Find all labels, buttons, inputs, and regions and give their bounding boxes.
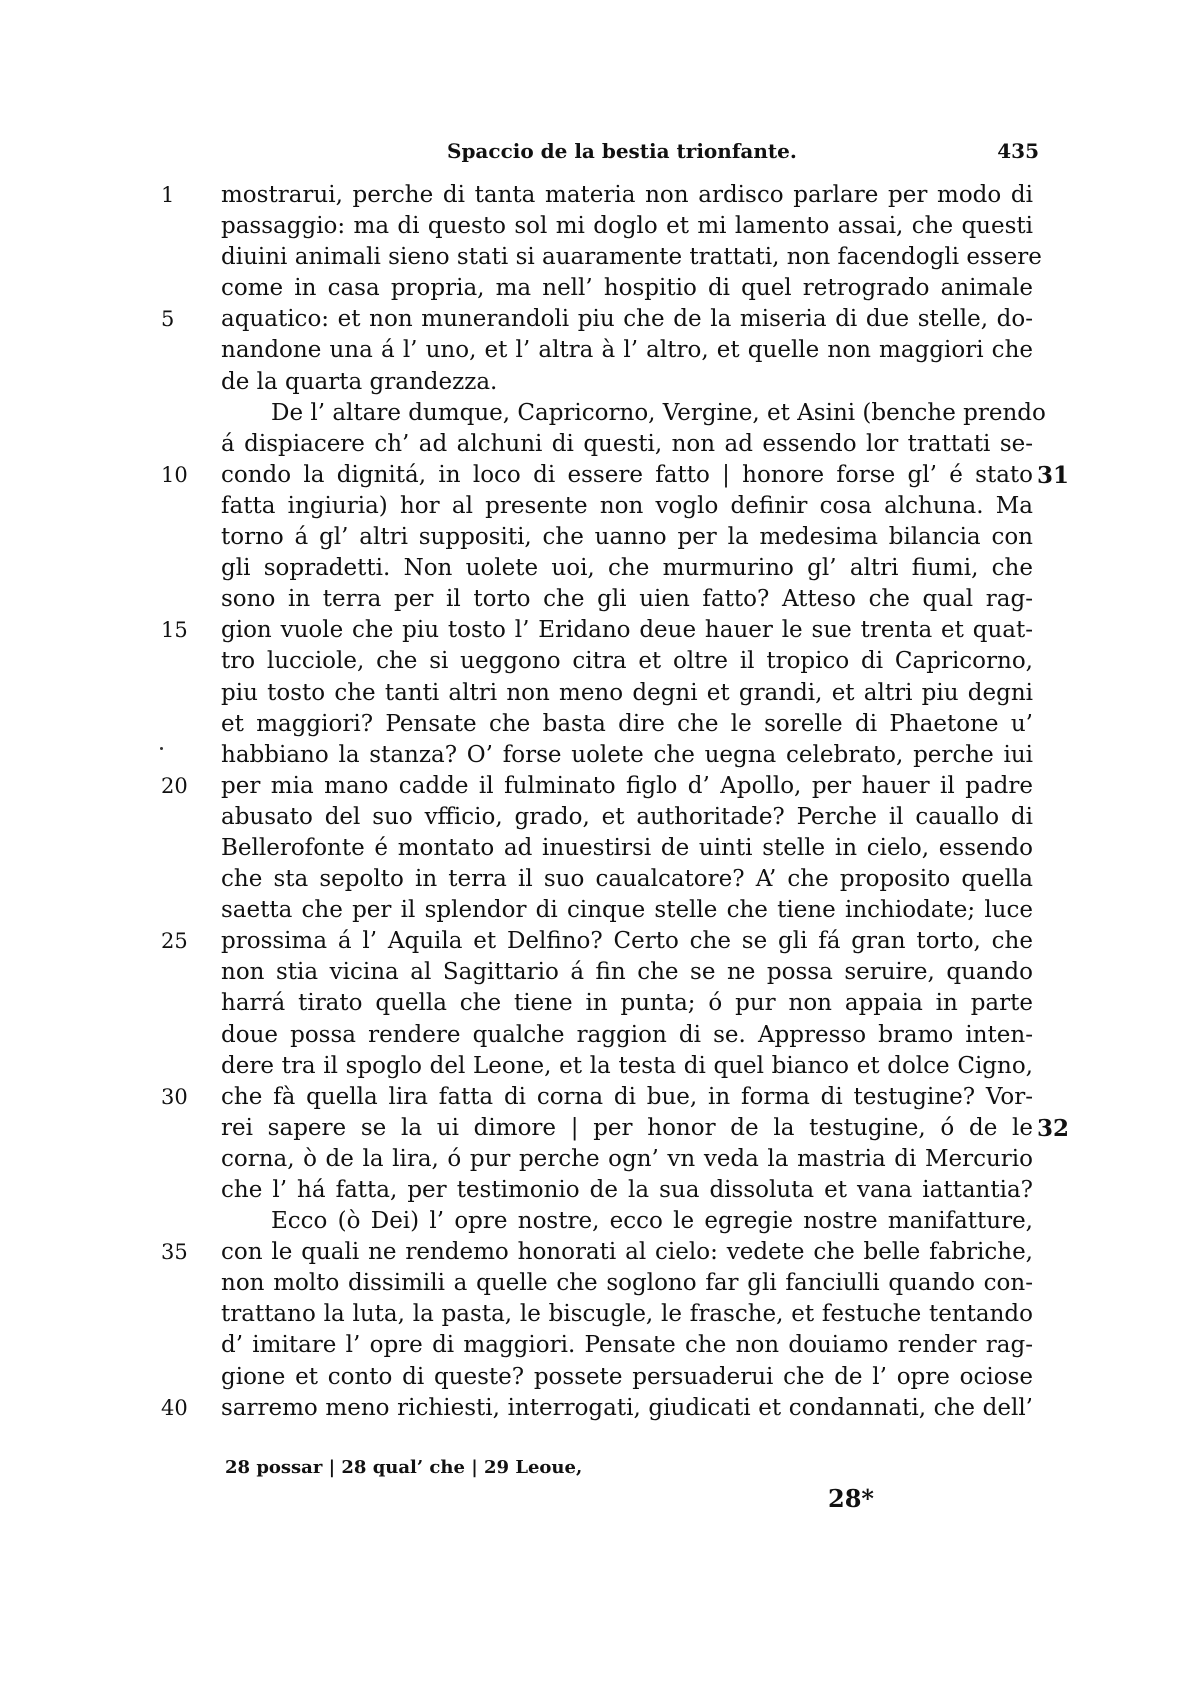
line-text: sono in terra per il torto che gli uien fatto? Atteso che qual rag- [221,586,1033,613]
line-text: tro lucciole, che si ueggono citra et oltre il tropico di Capricorno, [221,648,1033,675]
text-line [221,709,1033,740]
line-number: 15 [161,618,188,643]
line-text: De l’ altare dumque, Capricorno, Vergine, et Asini (benche prendo [271,399,1046,426]
text-line [221,211,1033,242]
line-text: abusato del suo vfficio, grado, et authoritade? Perche il cauallo di [221,803,1033,830]
text-line [221,1330,1033,1361]
margin-mark [160,747,163,750]
main-text [161,180,1069,1424]
text-line [221,1051,1033,1082]
text-line [221,273,1033,304]
line-number: 35 [161,1240,188,1265]
text-line [221,398,1046,429]
text-line [161,771,1033,802]
line-text: diuini animali sieno stati si auaramente trattati, non facendogli essere [221,244,1042,271]
line-text: de la quarta grandezza. [221,368,498,395]
page-number: 435 [997,139,1039,163]
line-number: 30 [161,1084,188,1109]
text-line [221,957,1033,988]
text-line [221,646,1033,677]
line-text: á dispiacere ch’ ad alchuni di questi, non ad essendo lor trattati se- [221,430,1033,457]
line-text: che fà quella lira fatta di corna di bue, in forma di testugine? Vor- [221,1083,1033,1110]
line-text: Ecco (ò Dei) l’ opre nostre, ecco le egregie nostre manifatture, [271,1208,1033,1235]
text-line [221,429,1033,460]
line-text: non stia vicina al Sagittario á fin che se ne possa seruire, quando [221,959,1033,986]
line-text: doue possa rendere qualche raggion di se. Appresso bramo inten- [221,1021,1033,1048]
text-line [221,1175,1033,1206]
text-line [221,335,1033,366]
text-line [221,242,1042,273]
line-text: condo la dignitá, in loco di essere fatto | honore forse gl’ é stato [221,461,1033,488]
line-text: aquatico: et non munerandoli piu che de la miseria di due stelle, do- [221,306,1033,333]
text-line [221,678,1033,709]
line-text: nandone una á l’ uno, et l’ altra à l’ altro, et quelle non maggiori che [221,337,1033,364]
line-number: 1 [161,183,175,207]
edition-page-ref: 32 [1036,1114,1069,1142]
line-text: d’ imitare l’ opre di maggiori. Pensate che non douiamo render rag- [221,1332,1033,1359]
line-text: come in casa propria, ma nell’ hospitio di quel retrogrado animale [221,275,1033,302]
signature-mark: 28* [828,1484,874,1513]
text-line [221,522,1033,553]
line-text: et maggiori? Pensate che basta dire che le sorelle di Phaetone u’ [221,710,1033,737]
line-number: 10 [161,462,188,487]
footnote-apparatus: 28 possar | 28 qual’ che | 29 Leoue, [225,1457,583,1478]
line-text: corna, ò de la lira, ó pur perche ogn’ vn veda la mastria di Mercurio [221,1145,1033,1172]
line-text: che sta sepolto in terra il suo caualcatore? A’ che proposito quella [221,866,1033,893]
text-line [221,491,1033,522]
text-line [221,988,1033,1019]
text-line [221,1299,1033,1330]
text-line [161,304,1033,335]
line-text: per mia mano cadde il fulminato figlo d’ Apollo, per hauer il padre [221,772,1033,799]
text-line [221,367,1033,398]
line-number: 40 [161,1395,188,1420]
line-text: mostrarui, perche di tanta materia non ardisco parlare per modo di [221,182,1033,208]
line-text: fatta ingiuria) hor al presente non voglo definir cosa alchuna. Ma [221,492,1033,519]
line-text: gion vuole che piu tosto l’ Eridano deue hauer le sue trenta et quat- [221,617,1033,644]
running-header [447,139,1039,169]
text-line [221,584,1033,615]
text-line [161,1393,1033,1424]
line-text: piu tosto che tanti altri non meno degni et grandi, et altri piu degni [221,679,1033,706]
line-text: che l’ há fatta, per testimonio de la sua dissoluta et vana iattantia? [221,1177,1033,1203]
line-text: sarremo meno richiesti, interrogati, giudicati et condannati, che dell’ [221,1394,1033,1421]
line-text: non molto dissimili a quelle che soglono far gli fanciulli quando con- [221,1270,1033,1297]
line-text: gli sopradetti. Non uolete uoi, che murmurino gl’ altri fiumi, che [221,555,1033,582]
line-text: prossima á l’ Aquila et Delfino? Certo che se gli fá gran torto, che [221,928,1033,955]
text-line [221,802,1033,833]
line-text: con le quali ne rendemo honorati al cielo: vedete che belle fabriche, [221,1239,1033,1266]
text-line [221,553,1033,584]
text-line [221,833,1033,864]
line-number: 25 [161,929,188,954]
line-text: rei sapere se la ui dimore | per honor de la testugine, ó de le [221,1114,1033,1141]
line-number: 5 [161,307,175,332]
line-text: passaggio: ma di questo sol mi doglo et mi lamento assai, che questi [221,213,1033,240]
text-line [161,460,1069,491]
text-line [161,1237,1033,1268]
text-line [221,864,1033,895]
text-line [221,895,1033,926]
line-text: dere tra il spoglo del Leone, et la testa di quel bianco et dolce Cigno, [221,1052,1033,1079]
line-text: saetta che per il splendor di cinque stelle che tiene inchiodate; luce [221,897,1033,924]
running-title: Spaccio de la bestia trionfante. [447,139,797,163]
text-line [221,1020,1033,1051]
text-line [221,740,1033,771]
edition-page-ref: 31 [1036,461,1069,489]
text-line [161,926,1033,957]
text-line [221,1206,1033,1237]
text-line [221,1144,1033,1175]
line-text: Bellerofonte é montato ad inuestirsi de uinti stelle in cielo, essendo [221,834,1033,861]
text-line [161,1082,1033,1113]
line-text: trattano la luta, la pasta, le biscugle, le frasche, et festuche tentando [221,1301,1033,1328]
line-text: harrá tirato quella che tiene in punta; ó pur non appaia in parte [221,990,1033,1017]
line-number: 20 [161,773,188,798]
line-text: torno á gl’ altri suppositi, che uanno per la medesima bilancia con [221,524,1033,551]
text-line [161,180,1033,211]
text-line [161,615,1033,646]
text-line [221,1362,1033,1393]
line-text: gione et conto di queste? possete persuaderui che de l’ opre ociose [221,1363,1033,1390]
text-line [221,1113,1069,1144]
line-text: habbiano la stanza? O’ forse uolete che uegna celebrato, perche iui [221,741,1033,768]
text-line [221,1268,1033,1299]
